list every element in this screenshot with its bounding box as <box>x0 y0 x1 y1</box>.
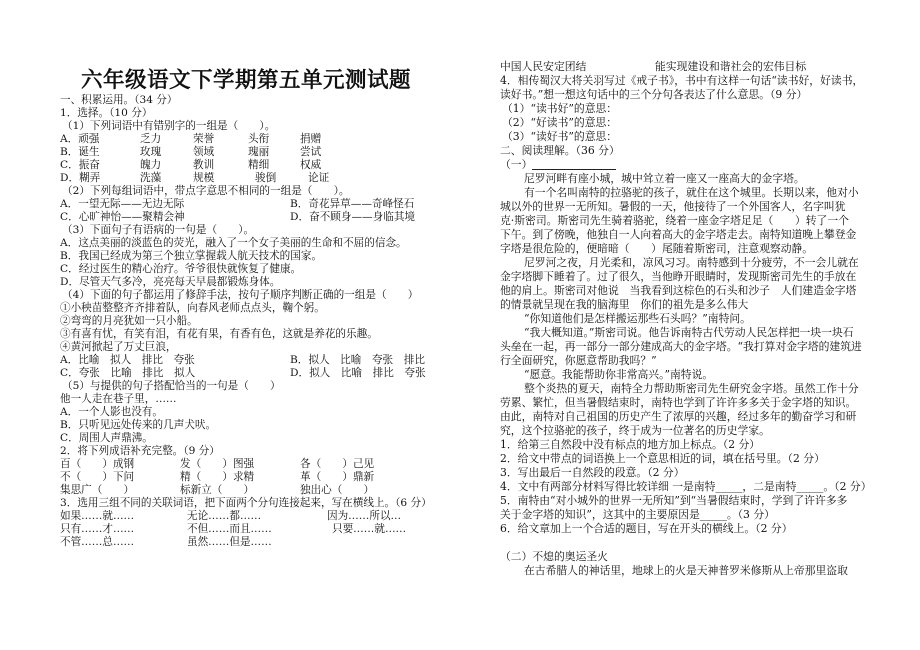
text-segment: 有一个名叫南特的拉骆驼的孩子，就住在这个城里。长期以来，他对小 <box>524 186 859 199</box>
text-segment: A．顽强 <box>60 133 100 145</box>
text-segment: （3）下面句子有语病的一句是（ ）。 <box>62 224 255 236</box>
left-text-line <box>60 471 435 484</box>
text-segment: 标新立（ ） <box>180 484 255 496</box>
right-text-line <box>500 228 865 242</box>
text-segment: 权威 <box>300 159 322 171</box>
text-segment: 教训 <box>193 159 215 171</box>
left-text-line <box>60 341 435 354</box>
right-text-line <box>500 480 872 494</box>
right-text-line <box>500 354 865 368</box>
text-segment: C．振奋 <box>60 159 100 171</box>
right-text-line <box>500 88 865 102</box>
title-blank-line[interactable] <box>532 169 616 170</box>
text-segment: B．奇花异草——奇峰怪石 <box>290 198 415 210</box>
text-segment: 洗藻 <box>140 172 162 184</box>
text-segment: ①小秧苗整整齐齐排着队，向春风老师点点头，鞠个躬。 <box>60 302 325 314</box>
right-text-line <box>500 522 865 536</box>
text-segment: （1）“读书好”的意思： <box>502 102 618 115</box>
left-text-line <box>60 211 435 224</box>
right-text-line <box>500 172 865 186</box>
left-text-line <box>60 198 435 211</box>
text-segment: 只有……才…… <box>60 523 135 535</box>
text-segment: 规模 <box>193 172 215 184</box>
text-segment: 百（ ）成钢 <box>60 458 135 470</box>
text-segment: 尝试 <box>300 146 322 158</box>
text-segment: 魄力 <box>140 159 162 171</box>
text-segment: B．诞生 <box>60 146 100 158</box>
text-segment: D．糊弄 <box>60 172 101 184</box>
text-segment: 行全面研究，你愿意帮助我吗？” <box>500 354 657 367</box>
text-segment: 尼罗河之夜，月光柔和，凉风习习。南特感到十分疲劳，不一会儿就在 <box>524 256 859 269</box>
left-text-line <box>60 445 435 458</box>
text-segment: 捐赠 <box>300 133 322 145</box>
right-text-line <box>500 74 865 88</box>
text-segment: “我大概知道。”斯密司说。他告诉南特古代劳动人民怎样把一块一块石 <box>524 326 854 339</box>
text-segment: 尼罗河畔有座小城，城中耸立着一座又一座高大的金字塔。 <box>524 172 805 185</box>
left-text-line <box>60 302 435 315</box>
left-column <box>60 94 435 549</box>
left-text-line <box>60 432 435 445</box>
text-segment: 3．选用三组不同的关联词语，把下面两个分句连接起来，写在横线上。（6 分） <box>60 497 432 509</box>
text-segment: 发（ ）图强 <box>180 458 255 470</box>
text-segment: B．我国已经成为第三个独立掌握载人航天技术的国家。 <box>60 250 323 262</box>
text-segment: （2）“好读书”的意思： <box>502 116 618 129</box>
text-segment: 不（ ）下问 <box>60 471 135 483</box>
text-segment: 关于金字塔的知识”，这其中的主要原因是_____。（3 分） <box>500 508 775 521</box>
text-segment: 荣誉 <box>193 133 215 145</box>
text-segment: D．尽管天气多冷，亮亮每天早晨都锻炼身体。 <box>60 276 281 288</box>
left-text-line <box>60 289 435 302</box>
text-segment: 精（ ）求精 <box>180 471 255 483</box>
text-segment: C．经过医生的精心治疗。爷爷很快就恢复了健康。 <box>60 263 302 275</box>
left-text-line <box>60 393 435 406</box>
text-segment: 1．选择。（10 分） <box>60 107 153 119</box>
left-text-line <box>60 224 435 237</box>
text-segment: 3．写出最后一自然段的段意。（2 分） <box>500 466 685 479</box>
text-segment: 4．文中有两部分材料写得比较详细 一是南特_____，二是南特_____。（2 分） <box>500 480 872 493</box>
text-segment: 能实现建设和谐社会的宏伟目标 <box>655 60 807 73</box>
right-text-line <box>500 396 865 410</box>
left-text-line <box>60 146 435 159</box>
left-text-line <box>60 185 435 198</box>
right-text-line <box>500 494 865 508</box>
right-text-line <box>500 116 865 130</box>
left-text-line <box>60 120 435 133</box>
text-segment: 骏倒 <box>255 172 277 184</box>
page-title: 六年级语文下学期第五单元测试题 <box>80 68 411 93</box>
left-text-line <box>60 510 435 523</box>
text-segment: ②弯弯的月亮犹如一只小船。 <box>60 315 198 327</box>
text-segment: 他的肩上。斯密司对他说 当我看到这棕色的石头和沙子 人们建造金字塔 <box>500 284 857 297</box>
left-text-line <box>60 250 435 263</box>
left-text-line <box>60 328 435 341</box>
text-segment: 不但……而且…… <box>187 523 272 535</box>
text-segment: 在古希腊人的神话里，地球上的火是天神普罗米修斯从上帝那里盗取 <box>524 564 848 577</box>
text-segment: A．比喻 拟人 排比 夸张 <box>60 354 195 366</box>
right-text-line <box>500 144 865 158</box>
left-text-line <box>60 484 435 497</box>
text-segment: 论证 <box>308 172 330 184</box>
right-text-line <box>500 214 865 228</box>
text-segment: 头衔 <box>248 133 270 145</box>
right-text-line <box>500 102 865 116</box>
text-segment: 只要……就…… <box>332 523 407 535</box>
text-segment: （5）与提供的句子搭配恰当的一句是（ ） <box>62 380 281 392</box>
text-segment: C．夸张 比喻 排比 拟人 <box>60 367 196 379</box>
right-text-line <box>500 130 865 144</box>
right-text-line <box>500 242 865 256</box>
right-text-line <box>500 438 865 452</box>
right-text-line <box>500 270 865 284</box>
right-column <box>500 60 872 578</box>
text-segment: “愿意。我能帮助你非常高兴。”南特说。 <box>524 368 714 381</box>
text-segment: 2．给文中带点的词语换上一个意思相近的词，填在括号里。（2 分） <box>500 452 825 465</box>
text-segment: 不管……总…… <box>60 536 135 548</box>
left-text-line <box>60 276 435 289</box>
text-segment: A．一望无际——无边无际 <box>60 198 185 210</box>
left-text-line <box>60 94 435 107</box>
text-segment: ④黄河掀起了万丈巨浪， <box>60 341 177 353</box>
left-text-line <box>60 133 435 146</box>
right-text-line <box>500 508 865 522</box>
text-segment: 革（ ）鼎新 <box>300 471 375 483</box>
text-segment: 字塔是很危险的，便暗暗（ ）尾随着斯密司，注意观察动静。 <box>500 242 814 255</box>
right-text-line <box>500 466 865 480</box>
text-segment: 整个炎热的夏天，南特全力帮助斯密司先生研究金字塔。虽然工作十分 <box>524 382 859 395</box>
left-text-line <box>60 380 435 393</box>
text-segment: 无论……都…… <box>187 510 262 522</box>
left-text-line <box>60 159 435 172</box>
right-text-line <box>500 158 865 172</box>
right-text-line <box>500 326 865 340</box>
text-segment: 虽然……但是…… <box>187 536 272 548</box>
text-segment: 究，这个拉骆驼的孩子，终于成为一位著名的历史学家。 <box>500 424 770 437</box>
left-text-line <box>60 497 435 510</box>
text-segment: 玫瑰 <box>140 146 162 158</box>
left-text-line <box>60 263 435 276</box>
text-segment: （4）下面的句子都运用了修辞手法，按句子顺序判断正确的一组是（ ） <box>62 289 419 301</box>
right-text-line <box>500 368 865 382</box>
text-segment: B．只听见远处传来的几声犬吠。 <box>60 419 217 431</box>
left-text-line <box>60 536 435 549</box>
left-text-line <box>60 172 435 185</box>
text-segment: （一） <box>500 158 533 171</box>
text-segment: B．拟人 比喻 夸张 排比 <box>290 354 425 366</box>
left-text-line <box>60 315 435 328</box>
right-text-line <box>500 564 865 578</box>
right-text-line <box>500 312 865 326</box>
text-segment: 精细 <box>248 159 270 171</box>
right-text-line <box>500 298 865 312</box>
text-segment: 1．给第三自然段中没有标点的地方加上标点。（2 分） <box>500 438 761 451</box>
right-text-line <box>500 186 865 200</box>
left-text-line <box>60 237 435 250</box>
left-text-line <box>60 419 435 432</box>
right-text-line <box>500 60 865 74</box>
text-segment: 由此，南特对自己祖国的历史产生了浓厚的兴趣，经过多年的勤奋学习和研 <box>500 410 857 423</box>
text-segment: （1）下列词语中有错别字的一组是（ ）。 <box>62 120 276 132</box>
text-segment: 各（ ）己见 <box>300 458 375 470</box>
left-text-line <box>60 367 435 380</box>
text-segment: 6．给文章加上一个合适的题目，写在开头的横线上。（2 分） <box>500 522 793 535</box>
text-segment: 如果……就…… <box>60 510 135 522</box>
text-segment: 独出心（ ） <box>300 484 375 496</box>
text-segment: （2）下列每组词语中，带点字意思不相同的一组是（ ）。 <box>62 185 350 197</box>
text-segment: 一、积累运用。（34 分） <box>60 94 178 106</box>
right-text-line <box>500 382 865 396</box>
text-segment: 金字塔脚下睡着了。过了很久，当他睁开眼睛时，发现斯密司先生的手放在 <box>500 270 857 283</box>
text-segment: C．周围人声鼎沸。 <box>60 432 153 444</box>
text-segment: 4．相传蜀汉大将关羽写过《戒子书》，书中有这样一句话“读书好，好读书， <box>500 74 864 87</box>
right-text-line <box>500 340 865 354</box>
text-segment: 城以外的世界一无所知。暑假的一天，他接待了一个外国客人，名字叫犹 <box>500 200 846 213</box>
text-segment: 下午。到了傍晚，他独自一人向着高大的金字塔走去。南特知道晚上攀登金 <box>500 228 857 241</box>
text-segment: 读好书。”想一想这句话中的三个分句各表达了什么意思。（9 分） <box>500 88 808 101</box>
text-segment: 劳累、繁忙，但当暑假结束时，南特也学到了许许多多关于金字塔的知识。 <box>500 396 857 409</box>
text-segment: 2．将下列成语补充完整。（9 分） <box>60 445 220 457</box>
right-text-line <box>500 200 865 214</box>
text-segment: D．奋不顾身——身临其境 <box>290 211 416 223</box>
left-text-line <box>60 458 435 471</box>
left-text-line <box>60 523 435 536</box>
text-segment: 乏力 <box>140 133 162 145</box>
text-segment: ③有喜有忧，有笑有泪，有花有果，有香有色，这就是养花的乐趣。 <box>60 328 378 340</box>
right-text-line <box>500 550 865 564</box>
text-segment: A．一个人影也没有。 <box>60 406 163 418</box>
text-segment: 的情景就呈现在我的脑海里 你们的祖先是多么伟大 <box>500 298 749 311</box>
text-segment: 5．南特由“对小城外的世界一无所知”到“当暑假结束时，学到了许许多多 <box>500 494 848 507</box>
right-text-line <box>500 256 865 270</box>
text-segment: 他一人走在巷子里，…… <box>60 393 177 405</box>
text-segment: D．拟人 比喻 排比 夸张 <box>290 367 426 379</box>
text-segment: （3）“读好书”的意思： <box>502 130 618 143</box>
right-text-line <box>500 284 865 298</box>
right-text-line <box>500 452 865 466</box>
left-text-line <box>60 406 435 419</box>
text-segment: C．心旷神怡——聚精会神 <box>60 211 185 223</box>
text-segment: A．这点美丽的淡蓝色的荧光，融入了一个女子美丽的生命和不屈的信念。 <box>60 237 407 249</box>
right-text-line <box>500 536 865 550</box>
right-text-line <box>500 424 865 438</box>
text-segment: 集思广（ ） <box>60 484 135 496</box>
text-segment: 二、阅读理解。（36 分） <box>500 144 620 157</box>
text-segment: 瑰丽 <box>248 146 270 158</box>
text-segment: 领域 <box>193 146 215 158</box>
text-segment: 头垒在一起，再一部分一部分建成高大的金字塔。“我打算对金字塔的建筑进 <box>500 340 862 353</box>
text-segment: （二）不熄的奥运圣火 <box>500 550 608 563</box>
text-segment: 因为……所以… <box>327 510 402 522</box>
text-segment: 中国人民安定团结 <box>500 60 587 73</box>
right-text-line <box>500 410 865 424</box>
text-segment: 克·斯密司。斯密司先生骑着骆驼，绕着一座金字塔足足（ ）转了一个 <box>500 214 849 227</box>
left-text-line <box>60 354 435 367</box>
text-segment: “你知道他们是怎样搬运那些石头吗？”南特问。 <box>524 312 751 325</box>
left-text-line <box>60 107 435 120</box>
